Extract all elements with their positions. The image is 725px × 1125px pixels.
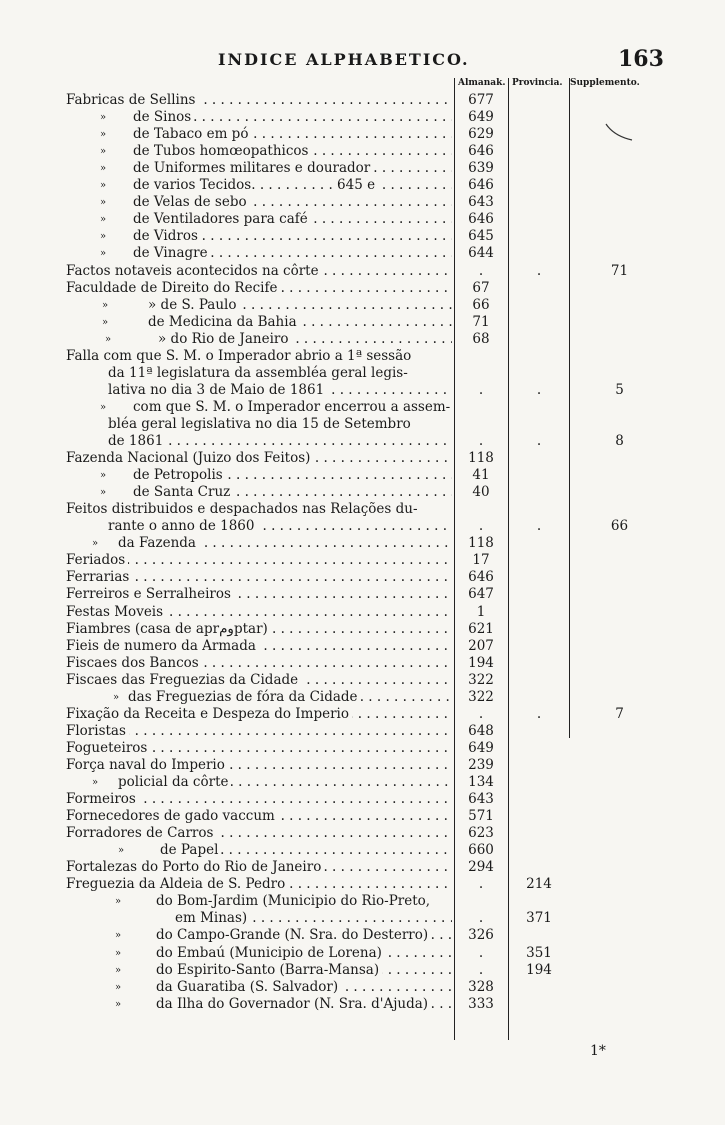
almanak-page: 68 bbox=[472, 330, 490, 347]
index-row bbox=[0, 467, 725, 484]
almanak-page: . bbox=[478, 910, 484, 927]
almanak-page: 639 bbox=[468, 160, 494, 177]
entry-text bbox=[148, 314, 452, 331]
entry-label: de Vinagre bbox=[133, 245, 211, 261]
entry-text bbox=[66, 655, 452, 672]
entry-text bbox=[108, 416, 452, 433]
supplemento-page: 5 bbox=[615, 381, 624, 398]
almanak-page: 647 bbox=[468, 586, 494, 603]
index-row bbox=[0, 143, 725, 160]
entry-label: Fieis de numero da Armada bbox=[66, 638, 259, 654]
entry-label: da 11ª legislatura da assembléa geral legis- bbox=[108, 365, 411, 381]
entry-text bbox=[66, 348, 452, 365]
entry-label: Fortalezas do Porto do Rio de Janeiro bbox=[66, 859, 324, 875]
column-header-supplemento: Supplemento. bbox=[570, 78, 640, 88]
almanak-page: . bbox=[478, 381, 484, 398]
index-row bbox=[0, 910, 725, 927]
entry-text bbox=[108, 433, 452, 450]
almanak-page: 646 bbox=[468, 211, 494, 228]
entry-text bbox=[66, 723, 452, 740]
entry-label: do Embaú (Municipio de Lorena) bbox=[156, 945, 385, 961]
almanak-page: . bbox=[478, 433, 484, 449]
index-row bbox=[0, 672, 725, 689]
index-row bbox=[0, 825, 725, 842]
entry-text bbox=[175, 910, 452, 927]
entry-text bbox=[66, 808, 452, 825]
entry-text bbox=[133, 245, 452, 262]
index-row bbox=[0, 177, 725, 194]
index-row bbox=[0, 791, 725, 808]
entry-text bbox=[156, 927, 452, 944]
almanak-page: 322 bbox=[468, 688, 494, 705]
signature-mark: 1* bbox=[590, 1043, 606, 1059]
page-number: 163 bbox=[618, 46, 664, 72]
index-row bbox=[0, 314, 725, 331]
entry-text bbox=[66, 876, 452, 893]
entry-label: de Tubos homœopathicos bbox=[133, 143, 311, 159]
almanak-page: 677 bbox=[468, 92, 494, 108]
almanak-page: 239 bbox=[468, 756, 494, 773]
ditto-mark: » bbox=[102, 316, 109, 328]
ditto-mark: » bbox=[115, 981, 122, 993]
entry-label: com que S. M. o Imperador encerrou a assem- bbox=[133, 399, 452, 415]
index-row bbox=[0, 774, 725, 791]
ditto-mark: » bbox=[100, 401, 107, 413]
ditto-mark: » bbox=[100, 180, 107, 192]
entry-label: de Ventiladores para café bbox=[133, 211, 311, 227]
index-row bbox=[0, 876, 725, 893]
ditto-mark: » bbox=[100, 214, 107, 226]
index-row bbox=[0, 331, 725, 348]
ditto-mark: » bbox=[115, 896, 122, 908]
entry-label: do Bom-Jardim (Municipio do Rio-Preto, bbox=[156, 893, 433, 909]
entry-text bbox=[118, 535, 452, 552]
almanak-page: 328 bbox=[468, 978, 494, 995]
entry-label: Fiambres (casa de aprومptar) bbox=[66, 621, 271, 637]
entry-text bbox=[156, 962, 452, 979]
index-row bbox=[0, 706, 725, 723]
entry-text bbox=[108, 518, 452, 535]
index-row bbox=[0, 740, 725, 757]
ditto-mark: » bbox=[115, 947, 122, 959]
almanak-page: 643 bbox=[468, 791, 494, 808]
ditto-mark: » bbox=[118, 845, 125, 857]
entry-label: do Campo-Grande (N. Sra. do Desterro) bbox=[156, 927, 431, 943]
entry-label: da Guaratiba (S. Salvador) bbox=[156, 979, 341, 995]
ditto-mark: » bbox=[100, 163, 107, 175]
entry-label: Formeiros bbox=[66, 791, 139, 807]
provincia-page: 214 bbox=[526, 876, 552, 893]
entry-label: de varios Tecidos. . . . . . . . . . 645 e bbox=[133, 177, 378, 193]
column-header-provincia: Provincia. bbox=[512, 78, 563, 88]
ditto-mark: » bbox=[113, 691, 120, 703]
entry-label: Freguezia da Aldeia de S. Pedro bbox=[66, 876, 288, 892]
entry-text bbox=[133, 228, 452, 245]
almanak-page: 649 bbox=[468, 109, 494, 126]
entry-text bbox=[158, 331, 452, 348]
entry-text bbox=[66, 552, 452, 569]
index-row bbox=[0, 842, 725, 859]
entry-label: » de S. Paulo bbox=[148, 297, 240, 313]
almanak-page: . bbox=[478, 944, 484, 961]
entry-text bbox=[66, 501, 452, 518]
provincia-page: . bbox=[536, 262, 542, 279]
almanak-page: 333 bbox=[468, 995, 494, 1012]
index-row bbox=[0, 228, 725, 245]
entry-label: de Velas de sebo bbox=[133, 194, 250, 210]
entry-label: Ferrarias bbox=[66, 569, 132, 585]
entry-label: de Vidros bbox=[133, 228, 201, 244]
index-row bbox=[0, 604, 725, 621]
almanak-page: 67 bbox=[472, 279, 490, 296]
index-row bbox=[0, 655, 725, 672]
index-row bbox=[0, 365, 725, 382]
index-row bbox=[0, 927, 725, 944]
ditto-mark: » bbox=[100, 470, 107, 482]
almanak-page: . bbox=[478, 705, 484, 722]
almanak-page: 326 bbox=[468, 927, 494, 944]
index-row bbox=[0, 962, 725, 979]
provincia-page: 351 bbox=[526, 944, 552, 961]
almanak-page: . bbox=[478, 961, 484, 978]
entry-text bbox=[66, 586, 452, 603]
ditto-mark: » bbox=[100, 112, 107, 124]
almanak-page: 660 bbox=[468, 842, 494, 859]
entry-label: das Freguezias de fóra da Cidade bbox=[128, 689, 361, 705]
almanak-page: 194 bbox=[468, 654, 494, 671]
index-row bbox=[0, 160, 725, 177]
entry-label: em Minas) bbox=[175, 910, 250, 926]
entry-text bbox=[128, 689, 452, 706]
entry-text bbox=[108, 382, 452, 399]
ditto-mark: » bbox=[92, 538, 99, 550]
entry-text bbox=[156, 979, 452, 996]
entry-label: de Sinos bbox=[133, 109, 194, 125]
entry-text bbox=[66, 92, 452, 109]
entry-label: » do Rio de Janeiro bbox=[158, 331, 291, 347]
entry-label: Feriados bbox=[66, 552, 128, 568]
entry-text bbox=[133, 160, 452, 177]
almanak-page: 41 bbox=[472, 467, 490, 484]
index-row bbox=[0, 416, 725, 433]
provincia-page: . bbox=[536, 381, 542, 398]
almanak-page: 40 bbox=[472, 484, 490, 501]
index-row bbox=[0, 808, 725, 825]
index-row bbox=[0, 382, 725, 399]
index-row bbox=[0, 552, 725, 569]
provincia-page: . bbox=[536, 705, 542, 722]
almanak-page: 646 bbox=[468, 143, 494, 160]
entry-label: bléa geral legislativa no dia 15 de Setembro bbox=[108, 416, 414, 432]
ditto-mark: » bbox=[100, 197, 107, 209]
almanak-page: 118 bbox=[468, 535, 494, 552]
entry-text bbox=[66, 757, 452, 774]
index-row bbox=[0, 569, 725, 586]
entry-text bbox=[118, 774, 452, 791]
index-row bbox=[0, 996, 725, 1013]
entry-label: de Santa Cruz bbox=[133, 484, 233, 500]
entry-text bbox=[133, 484, 452, 501]
almanak-page: . bbox=[478, 876, 484, 893]
provincia-page: . bbox=[536, 433, 542, 449]
index-row bbox=[0, 280, 725, 297]
almanak-page: 571 bbox=[468, 808, 494, 825]
index-row bbox=[0, 638, 725, 655]
entry-label: da Fazenda bbox=[118, 535, 199, 551]
index-row bbox=[0, 484, 725, 501]
entry-text bbox=[156, 945, 452, 962]
entry-text bbox=[148, 297, 452, 314]
index-row bbox=[0, 92, 725, 109]
almanak-page: 645 bbox=[468, 228, 494, 245]
entry-label: Fabricas de Sellins bbox=[66, 92, 198, 108]
almanak-page: 629 bbox=[468, 126, 494, 143]
entry-text bbox=[133, 194, 452, 211]
entry-label: de Petropolis bbox=[133, 467, 226, 483]
almanak-page: 646 bbox=[468, 569, 494, 586]
ditto-mark: » bbox=[92, 777, 99, 788]
index-row bbox=[0, 723, 725, 740]
entry-label: Fiscaes das Freguezias da Cidade bbox=[66, 672, 301, 688]
index-row bbox=[0, 979, 725, 996]
entry-text bbox=[66, 791, 452, 808]
entry-label: Forradores de Carros bbox=[66, 825, 216, 841]
provincia-page: . bbox=[536, 518, 542, 535]
entry-text bbox=[133, 467, 452, 484]
ditto-mark: » bbox=[100, 248, 107, 260]
ditto-mark: » bbox=[115, 930, 122, 942]
index-row bbox=[0, 621, 725, 638]
provincia-page: 194 bbox=[526, 961, 552, 978]
almanak-page: 134 bbox=[468, 774, 494, 790]
entry-text bbox=[160, 842, 452, 859]
entry-label: de Uniformes militares e dourador bbox=[133, 160, 373, 176]
entry-label: rante o anno de 1860 bbox=[108, 518, 257, 534]
index-row bbox=[0, 757, 725, 774]
ditto-mark: » bbox=[105, 333, 112, 345]
almanak-page: 643 bbox=[468, 194, 494, 211]
entry-text bbox=[133, 143, 452, 160]
almanak-page: 17 bbox=[472, 552, 490, 569]
entry-label: de Papel bbox=[160, 842, 221, 858]
index-row bbox=[0, 859, 725, 876]
supplemento-page: 71 bbox=[610, 262, 629, 279]
almanak-page: 646 bbox=[468, 177, 494, 194]
almanak-page: 294 bbox=[468, 859, 494, 876]
index-row bbox=[0, 126, 725, 143]
entry-text bbox=[133, 399, 452, 416]
almanak-page: 649 bbox=[468, 739, 494, 756]
entry-label: da Ilha do Governador (N. Sra. d'Ajuda) bbox=[156, 996, 431, 1012]
index-row bbox=[0, 211, 725, 228]
index-row bbox=[0, 535, 725, 552]
supplemento-page: 66 bbox=[610, 518, 629, 535]
entry-text bbox=[66, 859, 452, 876]
supplemento-page: 8 bbox=[615, 433, 624, 449]
entry-label: lativa no dia 3 de Maio de 1861 bbox=[108, 382, 327, 398]
entry-label: Fazenda Nacional (Juizo dos Feitos) bbox=[66, 450, 313, 466]
index-row bbox=[0, 501, 725, 518]
entry-label: de 1861 bbox=[108, 433, 166, 449]
index-row bbox=[0, 109, 725, 126]
ditto-mark: » bbox=[100, 146, 107, 158]
index-row bbox=[0, 263, 725, 280]
entry-label: Feitos distribuidos e despachados nas Relações du- bbox=[66, 501, 421, 517]
entry-text bbox=[133, 211, 452, 228]
almanak-page: 1 bbox=[476, 603, 486, 620]
index-row bbox=[0, 348, 725, 365]
entry-text bbox=[66, 569, 452, 586]
index-row bbox=[0, 450, 725, 467]
almanak-page: 644 bbox=[468, 245, 494, 262]
almanak-page: . bbox=[478, 262, 484, 279]
almanak-page: 118 bbox=[468, 450, 494, 467]
index-row bbox=[0, 518, 725, 535]
entry-label: Fornecedores de gado vaccum bbox=[66, 808, 278, 824]
index-row bbox=[0, 399, 725, 416]
entry-text bbox=[66, 604, 452, 621]
index-row bbox=[0, 245, 725, 262]
entry-label: Fogueteiros bbox=[66, 740, 150, 756]
entry-text bbox=[66, 621, 452, 638]
almanak-page: 623 bbox=[468, 825, 494, 842]
almanak-page: 648 bbox=[468, 722, 494, 739]
index-row bbox=[0, 433, 725, 450]
entry-text bbox=[133, 126, 452, 143]
provincia-page: 371 bbox=[526, 910, 552, 927]
ditto-mark: » bbox=[115, 964, 122, 976]
entry-text bbox=[66, 450, 452, 467]
index-row bbox=[0, 297, 725, 314]
column-header-almanak: Almanak. bbox=[458, 78, 506, 88]
entry-text bbox=[66, 263, 452, 280]
index-row bbox=[0, 689, 725, 706]
almanak-page: 207 bbox=[468, 637, 494, 654]
entry-text bbox=[133, 177, 452, 194]
supplemento-page: 7 bbox=[615, 705, 624, 722]
ditto-mark: » bbox=[100, 129, 107, 141]
index-row bbox=[0, 893, 725, 910]
entry-text bbox=[133, 109, 452, 126]
entry-label: Força naval do Imperio bbox=[66, 757, 228, 773]
entry-text bbox=[156, 893, 452, 910]
entry-text bbox=[156, 996, 452, 1013]
entry-label: de Medicina da Bahia bbox=[148, 314, 300, 330]
entry-label: do Espirito-Santo (Barra-Mansa) bbox=[156, 962, 382, 978]
index-row bbox=[0, 194, 725, 211]
entry-text bbox=[66, 280, 452, 297]
entry-text bbox=[66, 740, 452, 757]
almanak-page: 66 bbox=[472, 296, 490, 313]
page-header-title: INDICE ALPHABETICO. bbox=[218, 50, 470, 69]
ditto-mark: » bbox=[100, 231, 107, 243]
ditto-mark: » bbox=[115, 998, 122, 1010]
entry-text bbox=[66, 825, 452, 842]
entry-label: Fiscaes dos Bancos bbox=[66, 655, 202, 671]
entry-label: Falla com que S. M. o Imperador abrio a 1ª sessão bbox=[66, 348, 414, 364]
almanak-page: 71 bbox=[472, 313, 490, 330]
index-row bbox=[0, 586, 725, 603]
almanak-page: 621 bbox=[468, 620, 494, 637]
entry-label: de Tabaco em pó bbox=[133, 126, 251, 142]
almanak-page: . bbox=[478, 518, 484, 535]
entry-label: Factos notaveis acontecidos na côrte bbox=[66, 263, 322, 279]
entry-text bbox=[108, 365, 452, 382]
entry-text bbox=[66, 638, 452, 655]
entry-label: policial da côrte bbox=[118, 774, 231, 790]
entry-label: Faculdade de Direito do Recife bbox=[66, 280, 280, 296]
entry-label: Ferreiros e Serralheiros bbox=[66, 586, 234, 602]
ditto-mark: » bbox=[100, 487, 107, 499]
index-row bbox=[0, 945, 725, 962]
almanak-page: 322 bbox=[468, 671, 494, 688]
entry-label: Festas Moveis bbox=[66, 604, 166, 620]
entry-text bbox=[66, 706, 452, 723]
ditto-mark: » bbox=[102, 299, 109, 311]
entry-text bbox=[66, 672, 452, 689]
entry-label: Fixação da Receita e Despeza do Imperio bbox=[66, 706, 352, 722]
entry-label: Floristas bbox=[66, 723, 129, 739]
